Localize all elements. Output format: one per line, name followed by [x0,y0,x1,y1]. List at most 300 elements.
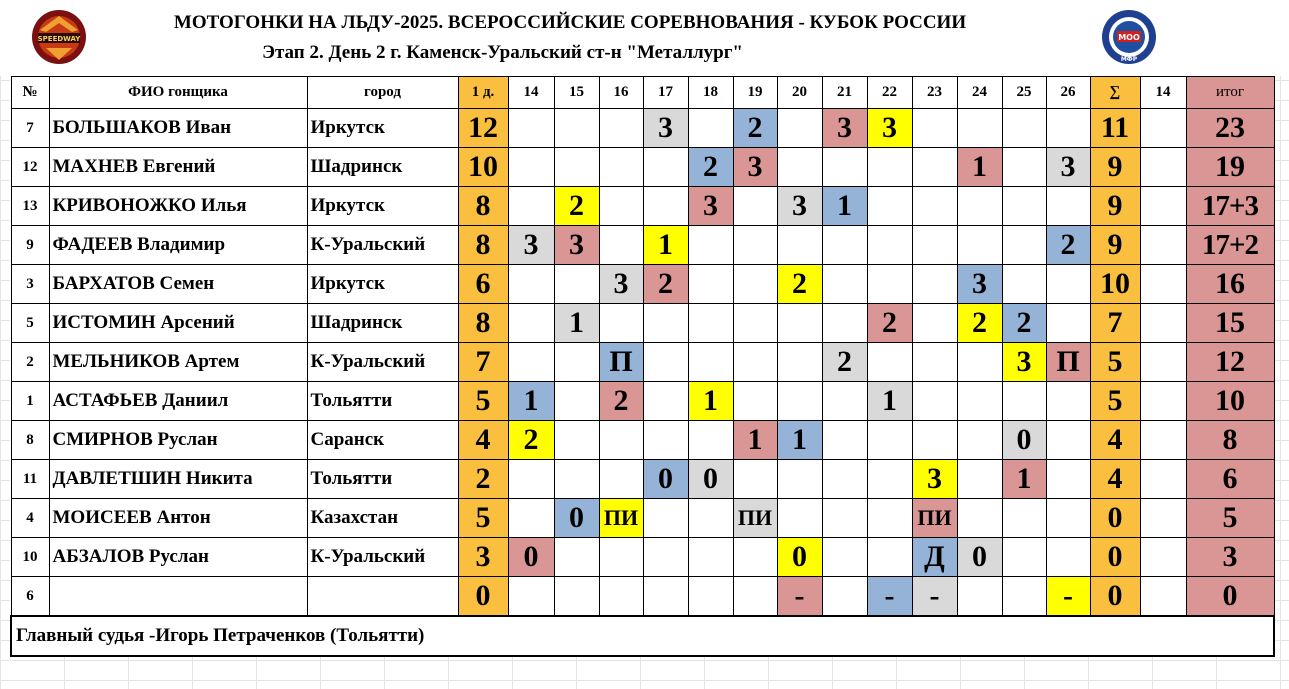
rider-number: 13 [11,187,49,226]
heat-result [688,343,733,382]
rider-city: Иркутск [307,187,458,226]
heat-result [508,499,554,538]
extra-heat-14 [1140,109,1186,148]
col-sum-header: ∑ [1090,77,1140,109]
heat-result [822,499,867,538]
heat-result [508,460,554,499]
heat-result: 3 [643,109,688,148]
total-points: 19 [1186,148,1274,187]
day-sum: 5 [1090,382,1140,421]
heat-result [1046,421,1090,460]
heat-result [1046,538,1090,577]
heat-result [733,538,777,577]
heat-result [1046,460,1090,499]
heat-result [599,577,643,617]
heat-result [1046,499,1090,538]
heat-result [822,577,867,617]
heat-result [599,421,643,460]
heat-result: 2 [554,187,599,226]
rider-city: К-Уральский [307,343,458,382]
heat-result: 2 [777,265,822,304]
heat-result: П [1046,343,1090,382]
rider-city: Шадринск [307,148,458,187]
heat-result: 3 [1046,148,1090,187]
heat-result [777,304,822,343]
heat-result [554,382,599,421]
heat-result: 2 [867,304,912,343]
day-sum: 9 [1090,148,1140,187]
results-table [10,76,1275,657]
heat-result [554,148,599,187]
heat-result: 3 [777,187,822,226]
heat-result: 3 [688,187,733,226]
extra-heat-14 [1140,304,1186,343]
heat-result [733,187,777,226]
heat-result: 2 [1002,304,1046,343]
rider-name: АСТАФЬЕВ Даниил [49,382,307,421]
heat-result [867,460,912,499]
col-heat-19-header: 19 [733,77,777,109]
table-row [11,109,1274,148]
heat-result [643,538,688,577]
heat-result [733,226,777,265]
heat-result [733,265,777,304]
rider-number: 3 [11,265,49,304]
col-heat-15-header: 15 [554,77,599,109]
extra-heat-14 [1140,148,1186,187]
heat-result: ПИ [733,499,777,538]
heat-result [1046,265,1090,304]
heat-result [554,577,599,617]
heat-result: - [867,577,912,617]
rider-name: МЕЛЬНИКОВ Артем [49,343,307,382]
col-city-header: город [307,77,458,109]
rider-city: Иркутск [307,109,458,148]
heat-result [688,109,733,148]
rider-name: АБЗАЛОВ Руслан [49,538,307,577]
heat-result [867,187,912,226]
day-sum: 0 [1090,499,1140,538]
heat-result [733,460,777,499]
heat-result [822,226,867,265]
chief-judge-note: Главный судья -Игорь Петраченков (Тольятти) [11,616,1274,656]
heat-result: 3 [508,226,554,265]
day1-points: 8 [458,304,508,343]
total-points: 17+2 [1186,226,1274,265]
total-points: 10 [1186,382,1274,421]
day1-points: 5 [458,382,508,421]
heat-result [912,382,957,421]
heat-result [554,460,599,499]
heat-result [688,265,733,304]
heat-result: 2 [733,109,777,148]
heat-result: 0 [508,538,554,577]
day-sum: 4 [1090,421,1140,460]
heat-result: - [1046,577,1090,617]
heat-result: 1 [688,382,733,421]
table-row [11,187,1274,226]
heat-result [867,226,912,265]
rider-city [307,577,458,617]
heat-result: 2 [1046,226,1090,265]
rider-number: 8 [11,421,49,460]
heat-result [822,148,867,187]
heat-result [688,226,733,265]
heat-result [643,187,688,226]
heat-result [733,382,777,421]
extra-heat-14 [1140,187,1186,226]
day1-points: 0 [458,577,508,617]
svg-text:SPEEDWAY: SPEEDWAY [37,35,81,43]
heat-result: П [599,343,643,382]
day1-points: 2 [458,460,508,499]
heat-result: 1 [822,187,867,226]
col-heat-14-header: 14 [508,77,554,109]
heat-result [822,538,867,577]
heat-result [957,226,1002,265]
extra-heat-14 [1140,499,1186,538]
heat-result: ПИ [599,499,643,538]
day-sum: 4 [1090,460,1140,499]
day1-points: 3 [458,538,508,577]
heat-result [912,343,957,382]
heat-result: 2 [688,148,733,187]
heat-result: Д [912,538,957,577]
heat-result: 3 [822,109,867,148]
rider-number: 7 [11,109,49,148]
heat-result: 1 [867,382,912,421]
heat-result [554,538,599,577]
rider-name [49,577,307,617]
table-row [11,265,1274,304]
heat-result [1002,187,1046,226]
heat-result [912,109,957,148]
heat-result [912,304,957,343]
rider-name: БАРХАТОВ Семен [49,265,307,304]
table-row [11,343,1274,382]
col-heat-26-header: 26 [1046,77,1090,109]
heat-result [957,382,1002,421]
heat-result [508,343,554,382]
total-points: 6 [1186,460,1274,499]
rider-number: 11 [11,460,49,499]
heat-result [733,304,777,343]
heat-result: 1 [554,304,599,343]
heat-result [554,343,599,382]
heat-result: 3 [867,109,912,148]
heat-result: 2 [508,421,554,460]
col-heat-16-header: 16 [599,77,643,109]
extra-heat-14 [1140,382,1186,421]
rider-city: Саранск [307,421,458,460]
heat-result [643,382,688,421]
heat-result [957,421,1002,460]
col-total-header: итог [1186,77,1274,109]
extra-heat-14 [1140,421,1186,460]
heat-result [1002,577,1046,617]
day-sum: 9 [1090,226,1140,265]
heat-result: 1 [957,148,1002,187]
heat-result [688,499,733,538]
table-row [11,382,1274,421]
heat-result [1046,109,1090,148]
heat-result [554,265,599,304]
heat-result: 3 [599,265,643,304]
heat-result [957,343,1002,382]
col-heat-23-header: 23 [912,77,957,109]
total-points: 5 [1186,499,1274,538]
extra-heat-14 [1140,343,1186,382]
heat-result [912,265,957,304]
heat-result [1002,382,1046,421]
heat-result [777,499,822,538]
table-row [11,460,1274,499]
rider-number: 12 [11,148,49,187]
heat-result: ПИ [912,499,957,538]
heat-result [867,538,912,577]
total-points: 0 [1186,577,1274,617]
total-points: 3 [1186,538,1274,577]
rider-city: К-Уральский [307,538,458,577]
heat-result: 0 [643,460,688,499]
day1-points: 8 [458,187,508,226]
heat-result [508,187,554,226]
heat-result: 1 [643,226,688,265]
rider-number: 1 [11,382,49,421]
extra-heat-14 [1140,538,1186,577]
heat-result [867,499,912,538]
heat-result [867,421,912,460]
table-row [11,577,1274,617]
heat-result [554,421,599,460]
day-sum: 0 [1090,577,1140,617]
extra-heat-14 [1140,265,1186,304]
heat-result [643,421,688,460]
rider-number: 2 [11,343,49,382]
heat-result [643,343,688,382]
heat-result [822,304,867,343]
heat-result: 0 [957,538,1002,577]
heat-result [599,460,643,499]
col-number-header: № [11,77,49,109]
heat-result [508,109,554,148]
heat-result [643,499,688,538]
day-sum: 7 [1090,304,1140,343]
total-points: 8 [1186,421,1274,460]
extra-heat-14 [1140,577,1186,617]
day1-points: 10 [458,148,508,187]
heat-result [867,343,912,382]
heat-result [1046,304,1090,343]
rider-city: Тольятти [307,382,458,421]
heat-result: 2 [822,343,867,382]
rider-name: ДАВЛЕТШИН Никита [49,460,307,499]
heat-result [1002,226,1046,265]
day1-points: 7 [458,343,508,382]
col-heat-24-header: 24 [957,77,1002,109]
rider-name: ИСТОМИН Арсений [49,304,307,343]
heat-result [733,343,777,382]
table-row [11,538,1274,577]
heat-result [688,304,733,343]
rider-number: 10 [11,538,49,577]
heat-result [1002,148,1046,187]
heat-result [822,382,867,421]
heat-result [1046,382,1090,421]
rider-city: К-Уральский [307,226,458,265]
heat-result: 3 [1002,343,1046,382]
heat-result: 0 [688,460,733,499]
extra-heat-14 [1140,226,1186,265]
heat-result [643,148,688,187]
heat-result [1002,265,1046,304]
heat-result [867,265,912,304]
heat-result [554,109,599,148]
rider-city: Тольятти [307,460,458,499]
page-subtitle: Этап 2. День 2 г. Каменск-Уральский ст-н "Металлург" [262,42,743,63]
rider-number: 4 [11,499,49,538]
heat-result [599,226,643,265]
total-points: 17+3 [1186,187,1274,226]
heat-result [733,577,777,617]
svg-text:MOO: MOO [1118,33,1140,42]
heat-result [957,499,1002,538]
rider-name: ФАДЕЕВ Владимир [49,226,307,265]
heat-result: 1 [1002,460,1046,499]
rider-city: Иркутск [307,265,458,304]
heat-result [599,187,643,226]
heat-result: 1 [508,382,554,421]
heat-result [599,109,643,148]
col-heat-21-header: 21 [822,77,867,109]
table-row [11,226,1274,265]
heat-result [777,226,822,265]
heat-result: 0 [1002,421,1046,460]
heat-result [912,226,957,265]
heat-result [599,304,643,343]
total-points: 15 [1186,304,1274,343]
heat-result: 2 [599,382,643,421]
heat-result [822,265,867,304]
rider-name: КРИВОНОЖКО Илья [49,187,307,226]
heat-result: 2 [643,265,688,304]
header [0,0,1289,76]
day1-points: 4 [458,421,508,460]
heat-result: 1 [733,421,777,460]
col-heat-18-header: 18 [688,77,733,109]
heat-result: 2 [957,304,1002,343]
rider-number: 9 [11,226,49,265]
table-row [11,304,1274,343]
col-heat-25-header: 25 [1002,77,1046,109]
total-points: 16 [1186,265,1274,304]
svg-text:МФР: МФР [1120,56,1138,63]
heat-result [643,304,688,343]
rider-city: Шадринск [307,304,458,343]
heat-result [777,109,822,148]
footer-row [11,616,1274,656]
federation-logo-icon [1096,8,1162,66]
day-sum: 11 [1090,109,1140,148]
heat-result [957,187,1002,226]
total-points: 23 [1186,109,1274,148]
rider-number: 6 [11,577,49,617]
table-header-row [11,77,1274,109]
heat-result [1002,499,1046,538]
heat-result [912,187,957,226]
heat-result [957,577,1002,617]
heat-result [777,460,822,499]
heat-result: - [912,577,957,617]
heat-result: 3 [912,460,957,499]
extra-heat-14 [1140,460,1186,499]
total-points: 12 [1186,343,1274,382]
heat-result [822,460,867,499]
heat-result [777,382,822,421]
heat-result [643,577,688,617]
heat-result: 3 [554,226,599,265]
heat-result [867,148,912,187]
rider-name: МАХНЕВ Евгений [49,148,307,187]
heat-result [599,538,643,577]
day1-points: 5 [458,499,508,538]
heat-result [508,265,554,304]
day-sum: 9 [1090,187,1140,226]
heat-result [777,148,822,187]
rider-number: 5 [11,304,49,343]
day-sum: 0 [1090,538,1140,577]
heat-result [957,109,1002,148]
col-extra-14-header: 14 [1140,77,1186,109]
heat-result: 3 [957,265,1002,304]
heat-result [912,148,957,187]
table-row [11,421,1274,460]
heat-result [688,538,733,577]
table-row [11,499,1274,538]
col-heat-20-header: 20 [777,77,822,109]
rider-name: МОИСЕЕВ Антон [49,499,307,538]
col-heat-22-header: 22 [867,77,912,109]
col-rider-name-header: ФИО гонщика [49,77,307,109]
rider-name: БОЛЬШАКОВ Иван [49,109,307,148]
day1-points: 6 [458,265,508,304]
heat-result [957,460,1002,499]
day1-points: 8 [458,226,508,265]
col-heat-17-header: 17 [643,77,688,109]
heat-result [1002,109,1046,148]
heat-result [822,421,867,460]
table-row [11,148,1274,187]
heat-result [1002,538,1046,577]
rider-city: Казахстан [307,499,458,538]
heat-result [599,148,643,187]
heat-result: 1 [777,421,822,460]
rider-name: СМИРНОВ Руслан [49,421,307,460]
heat-result [777,343,822,382]
heat-result: 3 [733,148,777,187]
heat-result [912,421,957,460]
col-day1-header: 1 д. [458,77,508,109]
day-sum: 10 [1090,265,1140,304]
heat-result [1046,187,1090,226]
heat-result [688,577,733,617]
heat-result: - [777,577,822,617]
heat-result [688,421,733,460]
heat-result: 0 [554,499,599,538]
heat-result [508,304,554,343]
day1-points: 12 [458,109,508,148]
heat-result [508,148,554,187]
